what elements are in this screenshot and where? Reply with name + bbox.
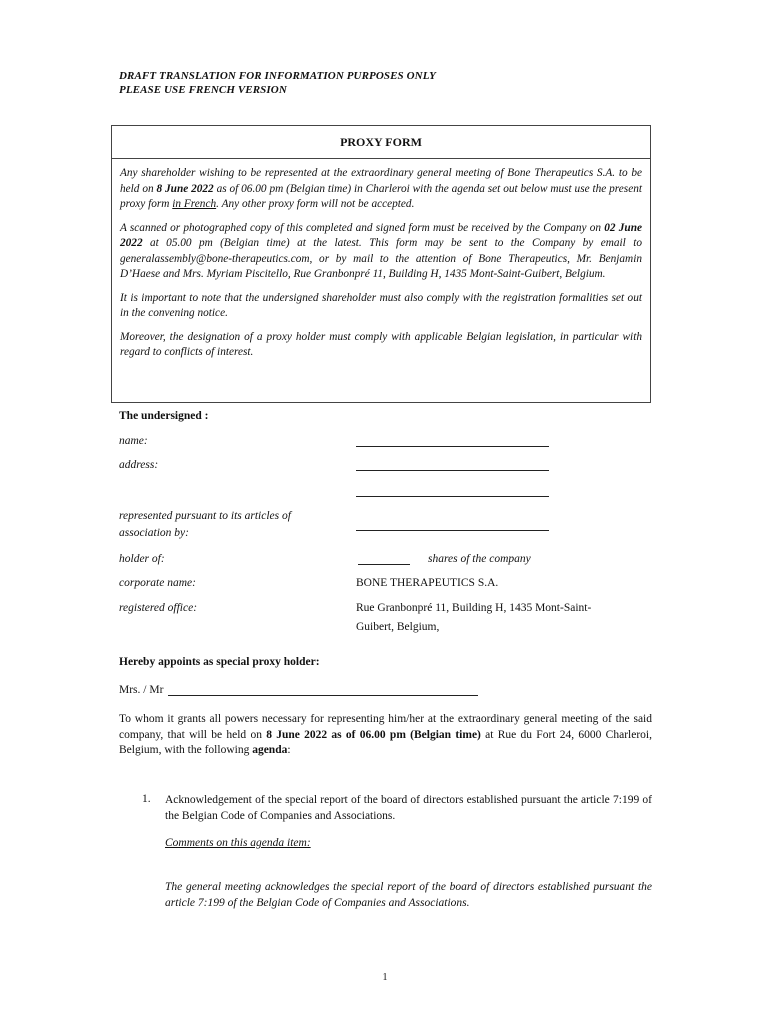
name-label: name: (119, 435, 148, 447)
registered-office-value-1: Rue Granbonpré 11, Building H, 1435 Mont-Saint- (356, 602, 592, 614)
mrs-mr-label: Mrs. / Mr (119, 684, 164, 696)
draft-notice-line-2: PLEASE USE FRENCH VERSION (119, 84, 287, 96)
proxy-form-box (111, 125, 651, 403)
holder-label: holder of: (119, 553, 165, 565)
instruction-paragraph-3: It is important to note that the undersigned shareholder must also comply with the registration formalities set out in the convening notice. (120, 291, 642, 319)
address-label: address: (119, 459, 159, 471)
agenda-item-text: Acknowledgement of the special report of the board of directors established pursuant the article 7:199 of the Belgian Code of Companies and Associations. (165, 794, 652, 822)
shares-count-field[interactable] (358, 552, 410, 565)
undersigned-heading: The undersigned : (119, 410, 209, 422)
address-field-line-2[interactable] (356, 484, 549, 497)
represented-label-1: represented pursuant to its articles of (119, 510, 291, 522)
instruction-paragraph-1: Any shareholder wishing to be represented at the extraordinary general meeting of Bone Therapeutics S.A. to be held on 8 June 2022 as of 06.00 pm (Belgian time) in Charleroi with the agenda set out below must use the present proxy form in French. Any other proxy form will not be accepted. (120, 167, 642, 210)
comment-text: The general meeting acknowledges the special report of the board of directors established pursuant the article 7:199 of the Belgian Code of Companies and Associations. (165, 881, 652, 909)
draft-notice-line-1: DRAFT TRANSLATION FOR INFORMATION PURPOSES ONLY (119, 70, 436, 82)
in-french-link: in French (172, 198, 217, 210)
registered-office-value-2: Guibert, Belgium, (356, 621, 440, 633)
proxy-holder-name-field[interactable] (168, 683, 478, 696)
appoint-heading: Hereby appoints as special proxy holder: (119, 656, 320, 668)
page-number: 1 (382, 972, 388, 983)
instruction-paragraph-2: A scanned or photographed copy of this completed and signed form must be received by the Company on 02 June 2022 at 05.00 pm (Belgian time) at the latest. This form may be sent to the Company by email to generalassembly@bone-therapeutics.com, or by mail to the attention of Bone Therapeutics, Mr. Benjamin D’Haese and Mrs. Myriam Piscitello, Rue Granbonpré 11, Building H, 1435 Mont-Saint-Guibert, Belgium. (120, 221, 642, 280)
corporate-name-label: corporate name: (119, 577, 196, 589)
instruction-paragraph-4: Moreover, the designation of a proxy holder must comply with applicable Belgian legislation, in particular with regard to conflicts of interest. (120, 330, 642, 358)
address-field-line-1[interactable] (356, 458, 549, 471)
corporate-name-value: BONE THERAPEUTICS S.A. (356, 577, 499, 589)
registered-office-label: registered office: (119, 602, 198, 614)
name-field[interactable] (356, 434, 549, 447)
represented-field[interactable] (356, 518, 549, 531)
shares-text: shares of the company (428, 553, 531, 565)
proxy-form-instructions (120, 166, 642, 369)
proxy-form-title: PROXY FORM (112, 126, 650, 159)
powers-paragraph: To whom it grants all powers necessary for representing him/her at the extraordinary general meeting of the said company, that will be held on 8 June 2022 as of 06.00 pm (Belgian time) at Rue du Fort 24, 6000 Charleroi, Belgium, with the following agenda: (119, 713, 652, 756)
agenda-item-number: 1. (142, 793, 151, 805)
represented-label-2: association by: (119, 527, 189, 539)
comments-label: Comments on this agenda item: (165, 837, 311, 849)
